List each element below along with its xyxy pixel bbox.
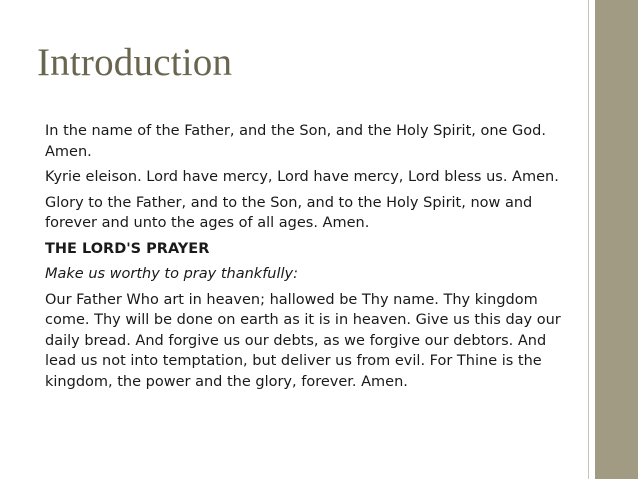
paragraph-sign-of-cross: In the name of the Father, and the Son, and the Holy Spirit, one God. Amen. (45, 123, 546, 160)
slide-body (45, 121, 565, 397)
slide-title: Introduction (37, 41, 233, 84)
paragraph-glory-be: Glory to the Father, and to the Son, and to the Holy Spirit, now and forever and unto the ages of all ages. Amen. (45, 194, 533, 231)
section-heading-lords-prayer: THE LORD'S PRAYER (45, 240, 210, 257)
decorative-side-band (595, 0, 638, 479)
decorative-divider-line (588, 0, 589, 479)
paragraph-lords-prayer: Our Father Who art in heaven; hallowed be Thy name. Thy kingdom come. Thy will be done on earth as it is in heaven. Give us this day our daily bread. And forgive us our debts, as we forgive our debtors. And lead us not into temptation, but deliver us from evil. For Thine is the kingdom, the power and the glory, forever. Amen. (45, 291, 561, 390)
paragraph-intro-line: Make us worthy to pray thankfully: (45, 266, 299, 282)
paragraph-kyrie-eleison: Kyrie eleison. Lord have mercy, Lord have mercy, Lord bless us. Amen. (45, 169, 559, 185)
